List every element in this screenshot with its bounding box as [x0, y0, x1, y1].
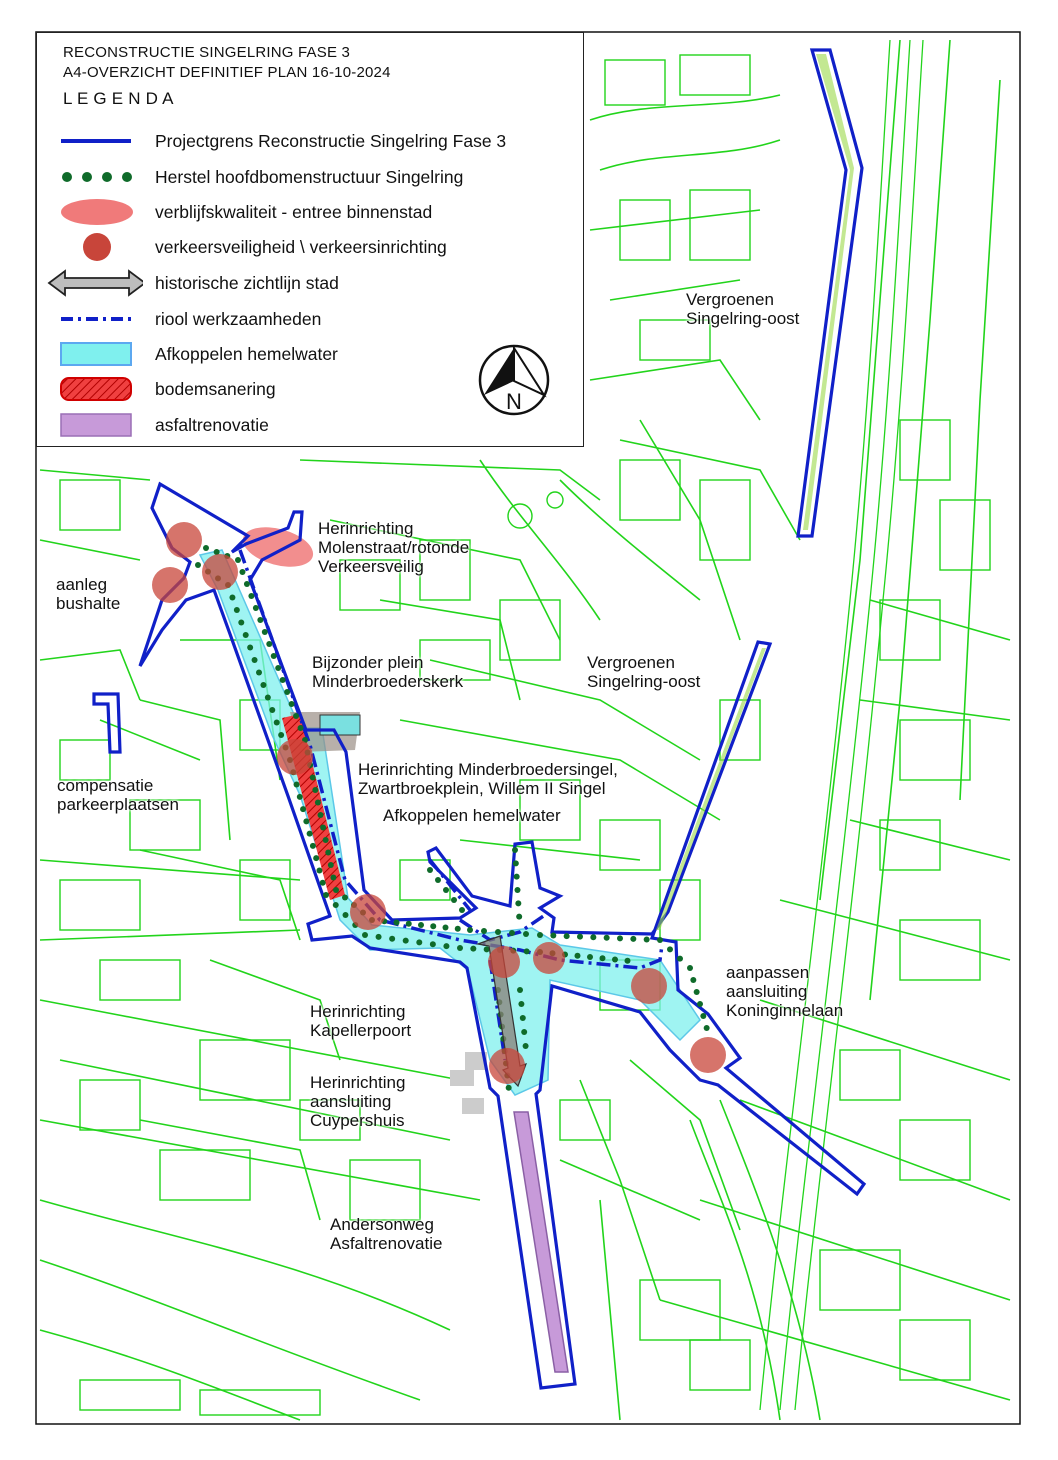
label-minderbroeder: Herinrichting Minderbroedersingel, Zwartbroekplein, Willem II Singel	[358, 760, 618, 798]
tree-dot	[298, 725, 304, 731]
tree-dot	[517, 987, 523, 993]
tree-dot	[443, 887, 449, 893]
tree-dot	[313, 855, 319, 861]
tree-dot	[516, 914, 522, 920]
tree-dot	[203, 545, 209, 551]
north-letter: N	[506, 389, 522, 414]
tree-dot	[320, 880, 326, 886]
tree-dot	[318, 812, 324, 818]
tree-dot	[284, 689, 290, 695]
tree-dot	[333, 902, 339, 908]
tree-dot	[316, 867, 322, 873]
tree-dot	[256, 670, 262, 676]
tree-dot	[600, 955, 606, 961]
tree-dot	[342, 895, 348, 901]
label-molenstraat: Herinrichting Molenstraat/rotonde Verkeersveilig	[318, 519, 470, 576]
tree-dot	[418, 922, 424, 928]
legend-row-trees	[37, 161, 583, 193]
tree-dot	[455, 926, 461, 932]
tree-dot	[297, 794, 303, 800]
tree-dot	[657, 937, 663, 943]
tree-dot	[243, 632, 249, 638]
tree-dot	[260, 682, 266, 688]
tree-dot	[630, 936, 636, 942]
boundary-line-icon	[47, 125, 143, 157]
tree-dot	[515, 887, 521, 893]
tree-dots-icon	[47, 161, 143, 193]
tree-dot	[323, 892, 329, 898]
label-kapellerpoort: Herinrichting Kapellerpoort	[310, 1002, 412, 1040]
tree-dot	[229, 595, 235, 601]
tree-dot	[537, 932, 543, 938]
tree-dot	[320, 825, 326, 831]
tree-dot	[294, 782, 300, 788]
legend-label: bodemsanering	[155, 379, 276, 399]
tree-dot	[604, 935, 610, 941]
tree-dot	[310, 775, 316, 781]
plan-subtitle: A4-OVERZICHT DEFINITIEF PLAN 16-10-2024	[63, 64, 391, 81]
tree-dot	[625, 958, 631, 964]
tree-dot	[427, 867, 433, 873]
label-cuypershuis: Herinrichting aansluiting Cuypershuis	[310, 1073, 406, 1130]
legend-label: Herstel hoofdbomenstructuur Singelring	[155, 167, 464, 187]
north-arrow-icon	[478, 343, 550, 417]
tree-dot	[244, 581, 250, 587]
tree-dot	[238, 620, 244, 626]
label-vergroenen-mid: Vergroenen Singelring-oost	[587, 653, 701, 691]
tree-dot	[262, 629, 268, 635]
tree-dot	[253, 605, 259, 611]
tree-dot	[694, 989, 700, 995]
tree-dot	[521, 1029, 527, 1035]
tree-dot	[416, 939, 422, 945]
tree-dot	[459, 907, 465, 913]
tree-dot	[687, 965, 693, 971]
tree-dot	[451, 897, 457, 903]
label-afkoppelen: Afkoppelen hemelwater	[383, 806, 561, 825]
tree-dot	[325, 850, 331, 856]
tree-dot	[330, 875, 336, 881]
tree-dot	[280, 677, 286, 683]
tree-dot	[257, 617, 263, 623]
label-compensatie: compensatie parkeerplaatsen	[57, 776, 179, 814]
tree-dot	[300, 806, 306, 812]
legend-row-entrance	[37, 196, 583, 228]
plan-title: RECONSTRUCTIE SINGELRING FASE 3	[63, 44, 351, 61]
pink-ellipse-icon	[47, 196, 143, 228]
tree-dot	[430, 941, 436, 947]
tree-dot	[310, 843, 316, 849]
tree-dot	[612, 957, 618, 963]
label-plein: Bijzonder plein Minderbroederskerk	[312, 653, 464, 691]
tree-dot	[564, 933, 570, 939]
tree-dot	[575, 953, 581, 959]
tree-dot	[293, 713, 299, 719]
tree-dot	[509, 930, 515, 936]
tree-dot	[495, 929, 501, 935]
tree-dot	[644, 936, 650, 942]
tree-dot	[333, 887, 339, 893]
tree-dot	[697, 1001, 703, 1007]
red-hatch-icon	[47, 373, 143, 405]
red-circle-icon	[47, 231, 143, 263]
tree-dot	[515, 900, 521, 906]
tree-dot	[467, 927, 473, 933]
tree-dot	[234, 607, 240, 613]
legend-row-boundary	[37, 125, 583, 157]
label-bushalte: aanleg bushalte	[56, 575, 121, 613]
tree-dot	[274, 720, 280, 726]
tree-dot	[315, 800, 321, 806]
legend-label: verkeersveiligheid \ verkeersinrichting	[155, 237, 447, 257]
tree-dot	[506, 1085, 512, 1091]
tree-dot	[524, 948, 530, 954]
tree-dot	[328, 862, 334, 868]
tree-dot	[289, 701, 295, 707]
tree-dot	[239, 569, 245, 575]
legend-heading: L E G E N D A	[63, 89, 174, 108]
tree-dot	[343, 912, 349, 918]
label-koninginnelaan: aanpassen aansluiting Koninginnelaan	[726, 963, 844, 1020]
tree-dot	[269, 707, 275, 713]
legend-row-traffic	[37, 231, 583, 263]
tree-dot	[435, 877, 441, 883]
legend-label: verblijfskwaliteit - entree binnenstad	[155, 202, 433, 222]
tree-dot	[577, 934, 583, 940]
tree-dot	[278, 732, 284, 738]
purple-box-icon	[47, 409, 143, 441]
tree-dot	[362, 932, 368, 938]
tree-dot	[303, 818, 309, 824]
tree-dot	[403, 938, 409, 944]
tree-dot	[252, 657, 258, 663]
legend-label: riool werkzaamheden	[155, 309, 322, 329]
tree-dot	[443, 943, 449, 949]
tree-dot	[275, 665, 281, 671]
tree-dot	[617, 935, 623, 941]
tree-dot	[271, 653, 277, 659]
tree-dot	[389, 936, 395, 942]
tree-dot	[430, 923, 436, 929]
tree-dot	[406, 921, 412, 927]
tree-dot	[520, 1015, 526, 1021]
tree-dot	[248, 593, 254, 599]
legend-label: Afkoppelen hemelwater	[155, 344, 338, 364]
legend-label: historische zichtlijn stad	[155, 273, 339, 293]
tree-dot	[470, 946, 476, 952]
legend-label: Projectgrens Reconstructie Singelring Fase 3	[155, 131, 507, 151]
tree-dot	[195, 562, 201, 568]
tree-dot	[443, 925, 449, 931]
legend-label: asfaltrenovatie	[155, 415, 269, 435]
label-andersonweg: Andersonweg Asfaltrenovatie	[330, 1215, 443, 1253]
tree-dot	[700, 1013, 706, 1019]
tree-dot	[587, 954, 593, 960]
tree-dot	[394, 920, 400, 926]
tree-dot	[312, 787, 318, 793]
tree-dot	[266, 641, 272, 647]
tree-dot	[667, 946, 673, 952]
double-arrow-icon	[47, 267, 143, 299]
tree-dot	[513, 860, 519, 866]
tree-dot	[690, 977, 696, 983]
tree-dot	[323, 837, 329, 843]
tree-dot	[247, 645, 253, 651]
tree-dot	[550, 933, 556, 939]
tree-dot	[481, 928, 487, 934]
tree-dot	[523, 1043, 529, 1049]
legend-row-sightline	[37, 267, 583, 299]
tree-dot	[457, 945, 463, 951]
tree-dot	[514, 874, 520, 880]
dashed-line-icon	[47, 303, 143, 335]
tree-dot	[307, 831, 313, 837]
tree-dot	[376, 934, 382, 940]
tree-dot	[235, 557, 241, 563]
tree-dot	[590, 934, 596, 940]
tree-dot	[523, 931, 529, 937]
tree-dot	[704, 1025, 710, 1031]
tree-dot	[518, 1001, 524, 1007]
tree-dot	[677, 956, 683, 962]
tree-dot	[265, 695, 271, 701]
tree-dot	[512, 847, 518, 853]
label-vergroenen-upper: Vergroenen Singelring-oost	[686, 290, 800, 328]
legend-row-sewer	[37, 303, 583, 335]
cyan-box-icon	[47, 338, 143, 370]
